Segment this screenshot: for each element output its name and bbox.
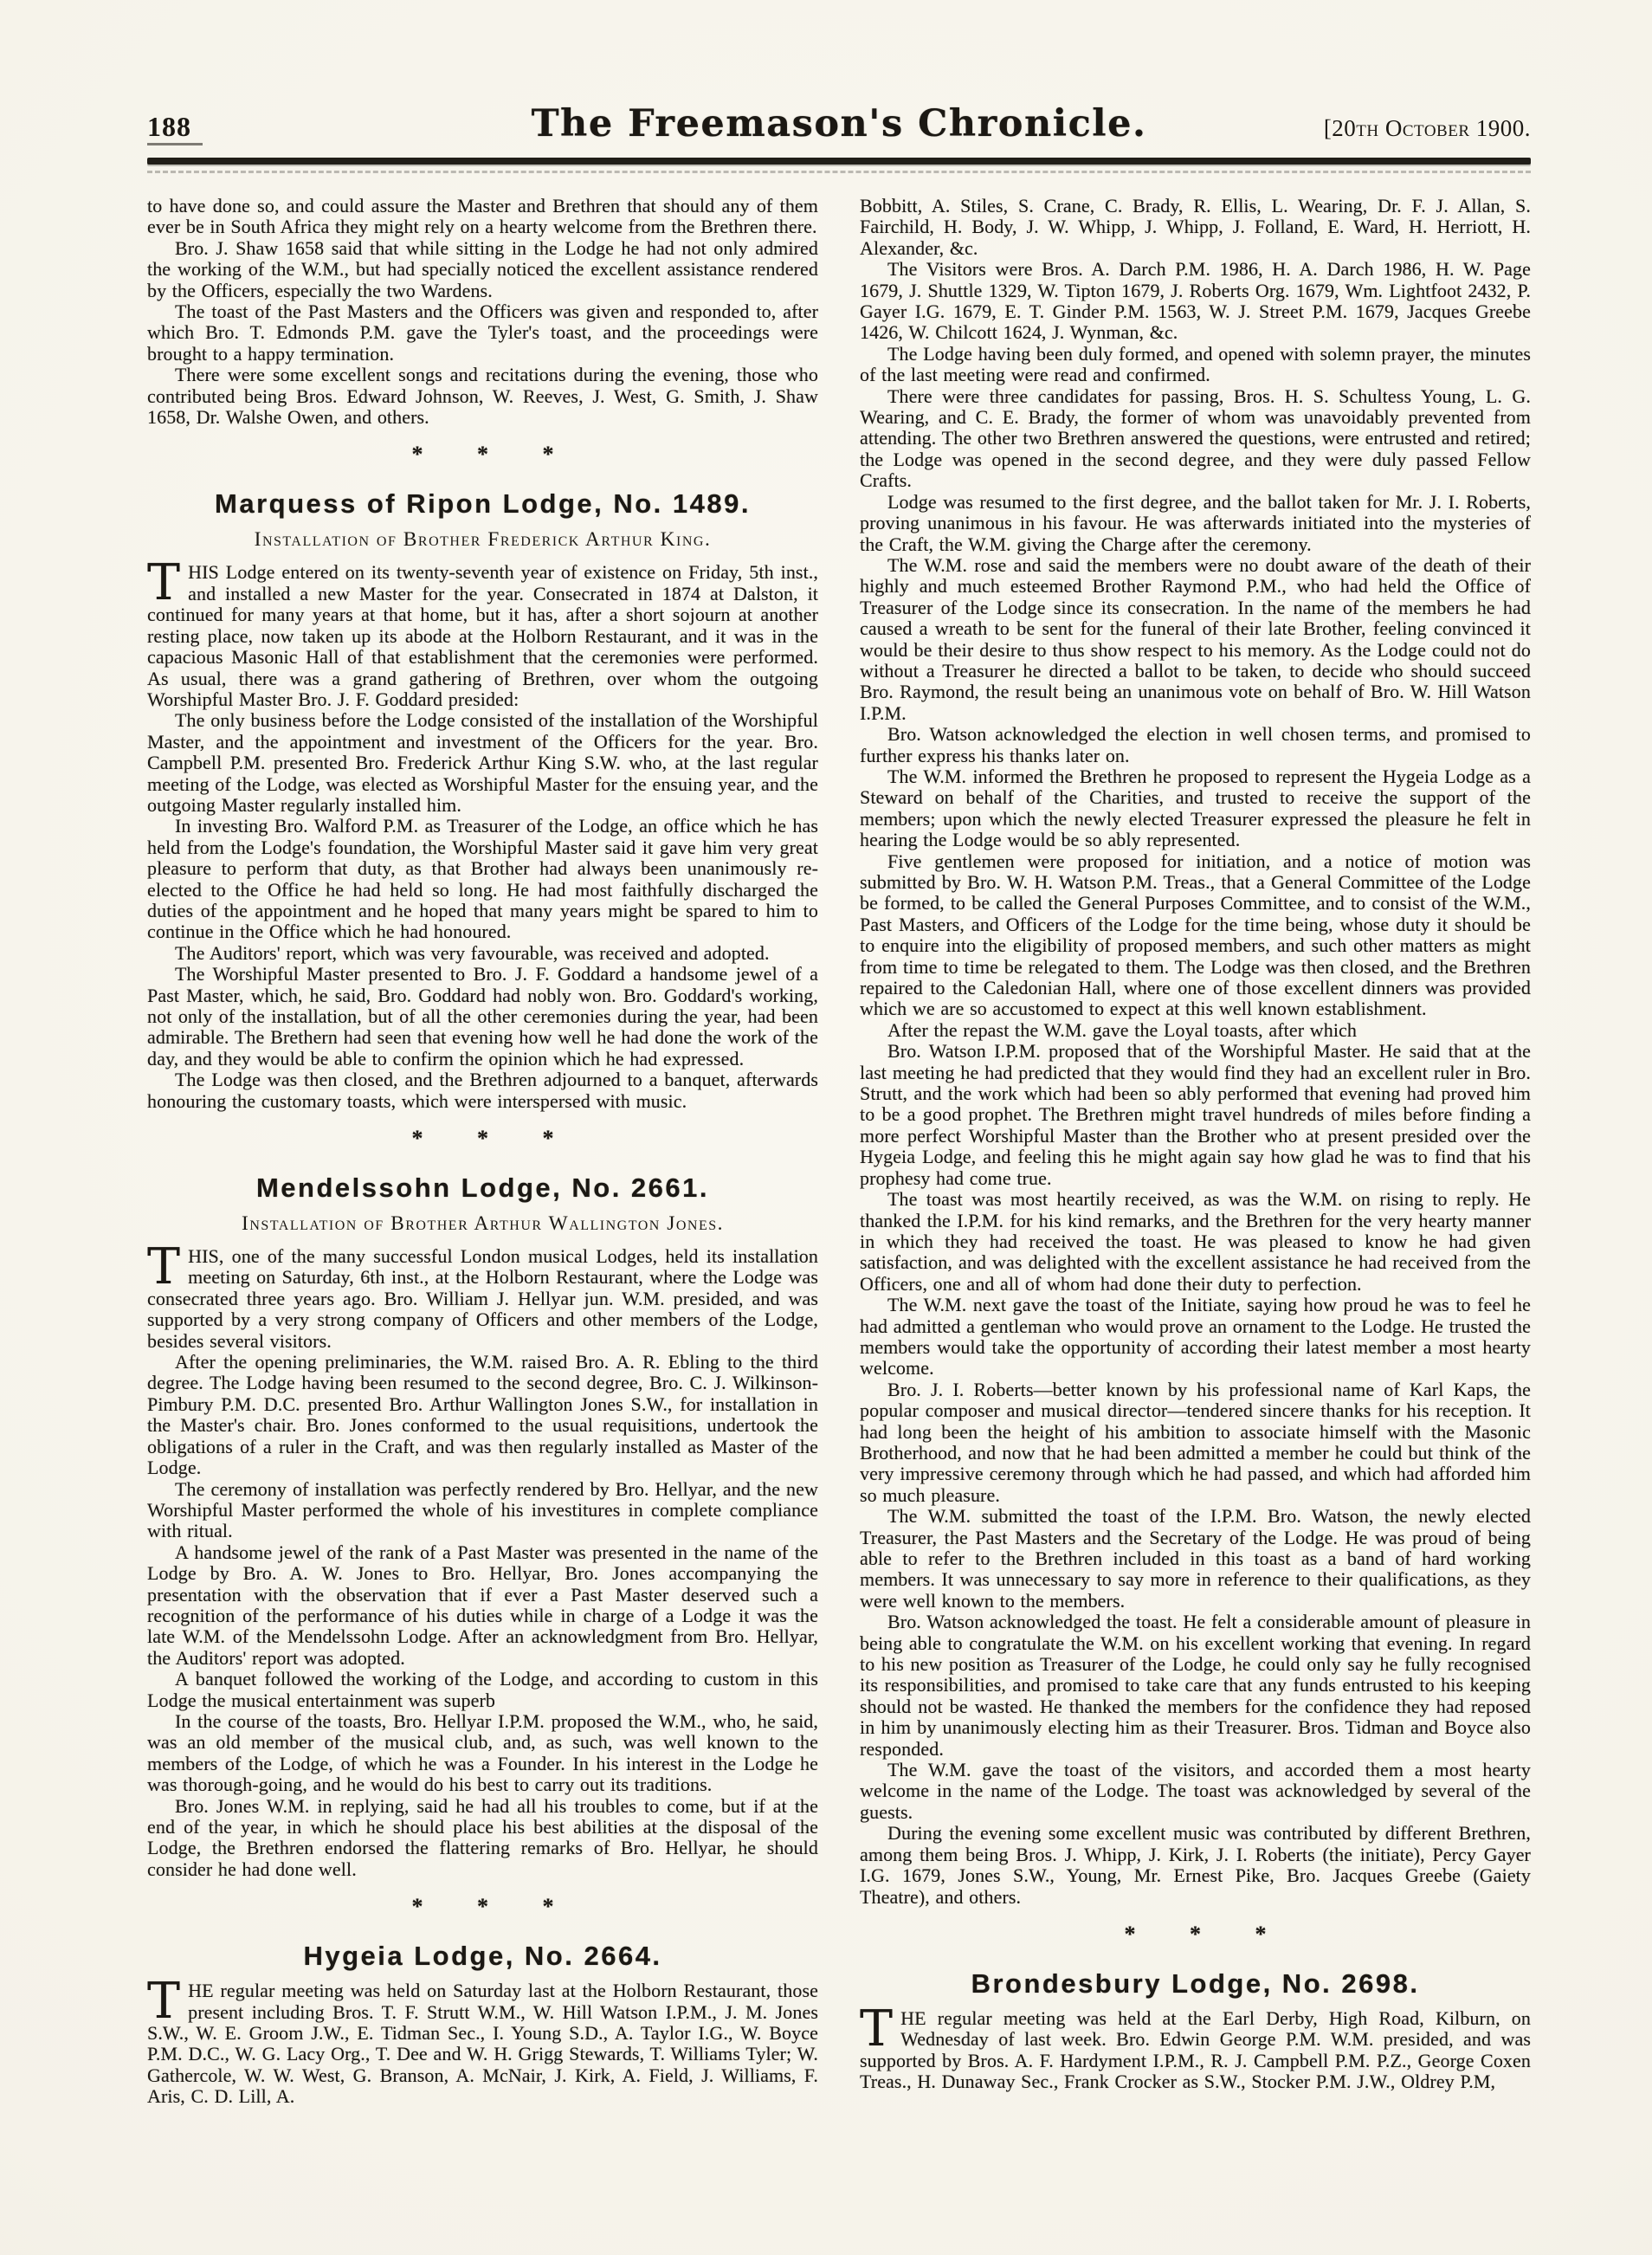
article-paragraph: The ceremony of installation was perfectly rendered by Bro. Hellyar, and the new Worshipful Master performed the whole of his investitures in complete compliance with ritual. [147,1477,818,1542]
article-paragraph: There were some excellent songs and recitations during the evening, those who contributed being Bros. Edward Johnson, W. Reeves, J. West, G. Smith, J. Shaw 1658, Dr. Walshe Owen, and others. [147,364,818,429]
article-paragraph: The W.M. informed the Brethren he proposed to represent the Hygeia Lodge as a Steward on behalf of the Charities, and trusted to receive the support of the members; upon which the newly elected Treasurer expressed the pleasure he felt in hearing the Lodge would be so ably represented. [860,765,1531,851]
article-paragraph: The Lodge was then closed, and the Brethren adjourned to a banquet, afterwards honouring the customary toasts, which were interspersed with music. [147,1069,818,1112]
header-rule-thick [147,158,1531,165]
left-column [147,196,818,2108]
article-paragraph: Bro. Jones W.M. in replying, said he had all his troubles to come, but if at the end of the year, in which he should place his best abilities at the disposal of the Lodge, the Brethren endorsed the flattering remarks of Bro. Hellyar, he should consider he had done well. [147,1794,818,1880]
drop-cap: T [147,1238,181,1296]
article-heading-brondesbury: Brondesbury Lodge, No. 2698. [971,1967,1420,1999]
drop-cap: T [860,2000,894,2058]
article-paragraph: Bobbitt, A. Stiles, S. Crane, C. Brady, R. Ellis, L. Wearing, Dr. F. J. Allan, S. Fairchild, H. Body, J. W. Whipp, J. Whipp, J. Folland, E. Ward, H. Herriott, H. Alexander, &c. [860,195,1531,259]
lead-text: HIS, one of the many successful London musical Lodges, held its installation meeting on Saturday, 6th inst., at the Holborn Restaurant, where the Lodge was consecrated three years ago. Bro. William J. Hellyar jun. W.M. presided, and was supported by a very strong company of Officers and other members of the Lodge, besides several visitors. [147,1245,818,1352]
section-separator: * * * [411,1894,554,1920]
article-paragraph: The W.M. next gave the toast of the Initiate, saying how proud he was to feel he had admitted a gentleman who would prove an ornament to the Lodge. He trusted the members would take the opportunity of according their latest member a most hearty welcome. [860,1294,1531,1379]
article-paragraph: Five gentlemen were proposed for initiation, and a notice of motion was submitted by Bro. W. H. Watson P.M. Treas., that a General Committee of the Lodge be formed, to be called the General Purposes Committee, and to consist of the W.M., Past Masters, and Officers of the Lodge for the time being, whose duty it should be to enquire into the eligibility of proposed members, and such other matters as might from time to time be relegated to them. The Lodge was then closed, and the Brethren repaired to the Caledonian Hall, where one of those excellent dinners was provided which we are so accustomed to expect at this well known establishment. [860,850,1531,1020]
article-paragraph: A handsome jewel of the rank of a Past Master was presented in the name of the Lodge by Bro. A. W. Jones to Bro. Hellyar, Bro. Jones accompanying the presentation with the observation that if ever a Past Master deserved such a recognition of the performance of his duties while in charge of a Lodge it was the late W.M. of the Mendelssohn Lodge. After an acknowledgment from Bro. Hellyar, the Auditors' report was adopted. [147,1541,818,1669]
page-number: 188 [147,111,203,145]
article-paragraph: The toast of the Past Masters and the Officers was given and responded to, after which Bro. T. Edmonds P.M. gave the Tyler's toast, and the proceedings were brought to a happy termination. [147,300,818,365]
article-paragraph: After the repast the W.M. gave the Loyal toasts, after which [887,1018,1358,1041]
article-paragraph: Bro. Watson acknowledged the election in well chosen terms, and promised to further express his thanks later on. [860,723,1531,766]
article-paragraph: The Visitors were Bros. A. Darch P.M. 1986, H. A. Darch 1986, H. W. Page 1679, J. Shuttle 1329, W. Tipton 1679, J. Roberts Org. 1679, Wm. Lightfoot 2432, P. Gayer I.G. 1679, E. T. Ginder P.M. 1563, W. J. Street P.M. 1679, Jacques Greebe 1426, W. Chilcott 1624, J. Wynman, &c. [860,258,1531,344]
article-lead-paragraph [147,554,818,710]
article-paragraph: The W.M. submitted the toast of the I.P.M. Bro. Watson, the newly elected Treasurer, the Past Masters and the Secretary of the Lodge. He was proud of being able to refer to the Brethren included in this toast as a band of hard working members. It was unnecessary to say more in reference to their qualifications, as they were well known to the members. [860,1505,1531,1612]
lead-text: HE regular meeting was held on Saturday last at the Holborn Restaurant, those present including Bros. T. F. Strutt W.M., W. Hill Watson I.P.M., J. M. Jones S.W., W. E. Groom J.W., E. Tidman Sec., I. Young S.D., A. Taylor I.G., W. Boyce P.M. D.C., W. G. Lacy Org., T. Dee and W. H. Grigg Stewards, T. Williams Tyler; W. Gathercole, W. W. West, G. Branson, A. McNair, J. Kirk, A. Field, J. Williams, F. Aris, C. D. Lill, A. [147,1980,818,2108]
masthead-title: The Freemason's Chronicle. [531,102,1147,145]
lead-text: HE regular meeting was held at the Earl Derby, High Road, Kilburn, on Wednesday of last week. Bro. Edwin George P.M. W.M. presided, and was supported by Bros. A. F. Hardyment I.P.M., R. J. Campbell P.M. P.Z., George Coxen Treas., H. Dunaway Sec., Frank Crocker as S.W., Stocker P.M. J.W., Oldrey P.M, [860,2006,1531,2093]
article-paragraph: to have done so, and could assure the Master and Brethren that should any of them ever be in South Africa they might rely on a hearty welcome from the Brethren there. [147,195,818,238]
article-lead-paragraph [860,2000,1531,2093]
article-paragraph: The W.M. gave the toast of the visitors, and accorded them a most hearty welcome in the name of the Lodge. The toast was acknowledged by several of the guests. [860,1759,1531,1823]
article-heading-marquess: Marquess of Ripon Lodge, No. 1489. [215,488,751,520]
article-heading-hygeia: Hygeia Lodge, No. 2664. [303,1941,662,1972]
article-paragraph: The Lodge having been duly formed, and opened with solemn prayer, the minutes of the last meeting were read and confirmed. [860,342,1531,386]
drop-cap: T [147,554,181,612]
article-paragraph: After the opening preliminaries, the W.M. raised Bro. A. R. Ebling to the third degree. The Lodge having been resumed to the second degree, Bro. C. J. Wilkinson-Pimbury P.M. D.C. presented Bro. Arthur Wallington Jones S.W., for installation in the Master's chair. Bro. Jones conformed to the usual requisitions, undertook the obligations of a ruler in the Craft, and was then regularly installed as Master of the Lodge. [147,1351,818,1479]
header-rule-thin [147,171,1531,173]
section-separator: * * * [411,442,554,468]
article-paragraph: Lodge was resumed to the first degree, and the ballot taken for Mr. J. I. Roberts, proving unanimous in his favour. He was afterwards initiated into the mysteries of the Craft, the W.M. giving the Charge after the ceremony. [860,490,1531,555]
article-subheading-mendelssohn: Installation of Brother Arthur Wallington Jones. [242,1212,724,1236]
article-paragraph: The only business before the Lodge consisted of the installation of the Worshipful Master, and the appointment and investment of the Officers for the year. Bro. Campbell P.M. presented Bro. Frederick Arthur King S.W. who, at the last regular meeting of the Lodge, was elected as Worshipful Master for the ensuing year, and the outgoing Master regularly installed him. [147,709,818,816]
article-paragraph: The Auditors' report, which was very favourable, was received and adopted. [175,941,770,964]
right-column [860,196,1531,2108]
article-paragraph: A banquet followed the working of the Lodge, and according to custom in this Lodge the musical entertainment was superb [147,1668,818,1711]
article-paragraph: Bro. J. I. Roberts—better known by his professional name of Karl Kaps, the popular composer and musical director—tendered sincere thanks for his reception. It had long been the height of his ambition to associate himself with the Masonic Brotherhood, and now that he had been admitted a member he could but think of the very impressive ceremony through which he had passed, and which had afforded him so much pleasure. [860,1378,1531,1506]
article-paragraph: During the evening some excellent music was contributed by different Brethren, among them being Bros. J. Whipp, J. Kirk, J. I. Roberts (the initiate), Percy Gayer I.G. 1679, Jones S.W., Young, Mr. Ernest Pike, Bro. Jacques Greebe (Gaiety Theatre), and others. [860,1822,1531,1908]
article-heading-mendelssohn: Mendelssohn Lodge, No. 2661. [255,1173,710,1204]
header-rule [147,158,1531,173]
article-paragraph: There were three candidates for passing, Bros. H. S. Schultess Young, L. G. Wearing, and C. E. Brady, the former of whom was unavoidably prevented from attending. The other two Brethren answered the questions, were entrusted and retired; the Lodge was opened in the second degree, and they were duly passed Fellow Crafts. [860,384,1531,492]
drop-cap: T [147,1973,181,2031]
section-separator: * * * [411,1126,554,1152]
article-lead-paragraph [147,1238,818,1352]
article-columns [147,196,1531,2108]
lead-text: HIS Lodge entered on its twenty-seventh year of existence on Friday, 5th inst., and installed a new Master for the year. Consecrated in 1874 at Dalston, it continued for many years at that home, but it has, after a short sojourn at another resting place, now taken up its abode at the Holborn Restaurant, and it was in the capacious Masonic Hall of that establishment that the ceremonies were performed. As usual, there was a grand gathering of Brethren, over whom the outgoing Worshipful Master Bro. J. F. Goddard presided: [147,561,818,710]
article-paragraph: In investing Bro. Walford P.M. as Treasurer of the Lodge, an office which he has held from the Lodge's foundation, the Worshipful Master said it gave him very great pleasure to perform that duty, as that Brother had always been unanimously re-elected to the Office he had held so long. He had most faithfully discharged the duties of the appointment and he hoped that many years might be spared to him to continue in the Office which he had honoured. [147,815,818,943]
article-paragraph: The toast was most heartily received, as was the W.M. on rising to reply. He thanked the I.P.M. for his kind remarks, and the Brethren for the very hearty manner in which they had received the toast. He was pleased to know he had given satisfaction, and was delighted with the excellent assistance he had received from the Officers, one and all of whom had done their duty to perfection. [860,1188,1531,1295]
section-separator: * * * [1124,1921,1267,1947]
issue-date: [20th October 1900. [1323,115,1531,141]
article-paragraph: The Worshipful Master presented to Bro. J. F. Goddard a handsome jewel of a Past Master, which, he said, Bro. Goddard had nobly won. Bro. Goddard's working, not only of the installation, but of all the other ceremonies during the year, had been admirable. The Brethern had seen that evening how well he had done the work of the day, and they would be able to confirm the opinion which he had expressed. [147,963,818,1069]
article-paragraph: Bro. J. Shaw 1658 said that while sitting in the Lodge he had not only admired the working of the W.M., but had specially noticed the excellent assistance rendered by the Officers, especially the two Wardens. [147,236,818,301]
article-subheading-marquess: Installation of Brother Frederick Arthur King. [254,528,712,552]
page-header [147,102,1531,145]
article-paragraph: The W.M. rose and said the members were no doubt aware of the death of their highly and much esteemed Brother Raymond P.M., who had held the Office of Treasurer of the Lodge since its consecration. In the name of the members he had caused a wreath to be sent for the funeral of their late Brother, feeling convinced it would be their desire to thus show respect to his memory. As the Lodge could not do without a Treasurer he directed a ballot to be taken, to decide who should succeed Bro. Raymond, the result being an unanimous vote on behalf of Bro. W. Hill Watson I.P.M. [860,553,1531,724]
article-paragraph: In the course of the toasts, Bro. Hellyar I.P.M. proposed the W.M., who, he said, was an old member of the musical club, and, as such, was well known to the members of the Lodge, of which he was a Founder. In his interest in the Lodge he was thorough-going, and he would do his best to carry out its traditions. [147,1709,818,1796]
article-lead-paragraph [147,1973,818,2108]
article-paragraph: Bro. Watson acknowledged the toast. He felt a considerable amount of pleasure in being able to congratulate the W.M. on his excellent working that evening. In regard to his new position as Treasurer of the Lodge, he could only say he fully recognised its responsibilities, and promised to take care that any funds entrusted to his keeping should not be wasted. He thanked the members for the confidence they had reposed in him by unanimously electing him as their Treasurer. Bros. Tidman and Boyce also responded. [860,1611,1531,1760]
article-paragraph: Bro. Watson I.P.M. proposed that of the Worshipful Master. He said that at the last meeting he had predicted that they would find they had an excellent ruler in Bro. Strutt, and the work which had been so ably performed that evening had proved him to be a good prophet. The Brethren might travel hundreds of miles before finding a more perfect Worshipful Master than the Brother who at present presided over the Hygeia Lodge, and feeling this he might again say how glad he was to find that his prophesy had come true. [860,1040,1531,1189]
